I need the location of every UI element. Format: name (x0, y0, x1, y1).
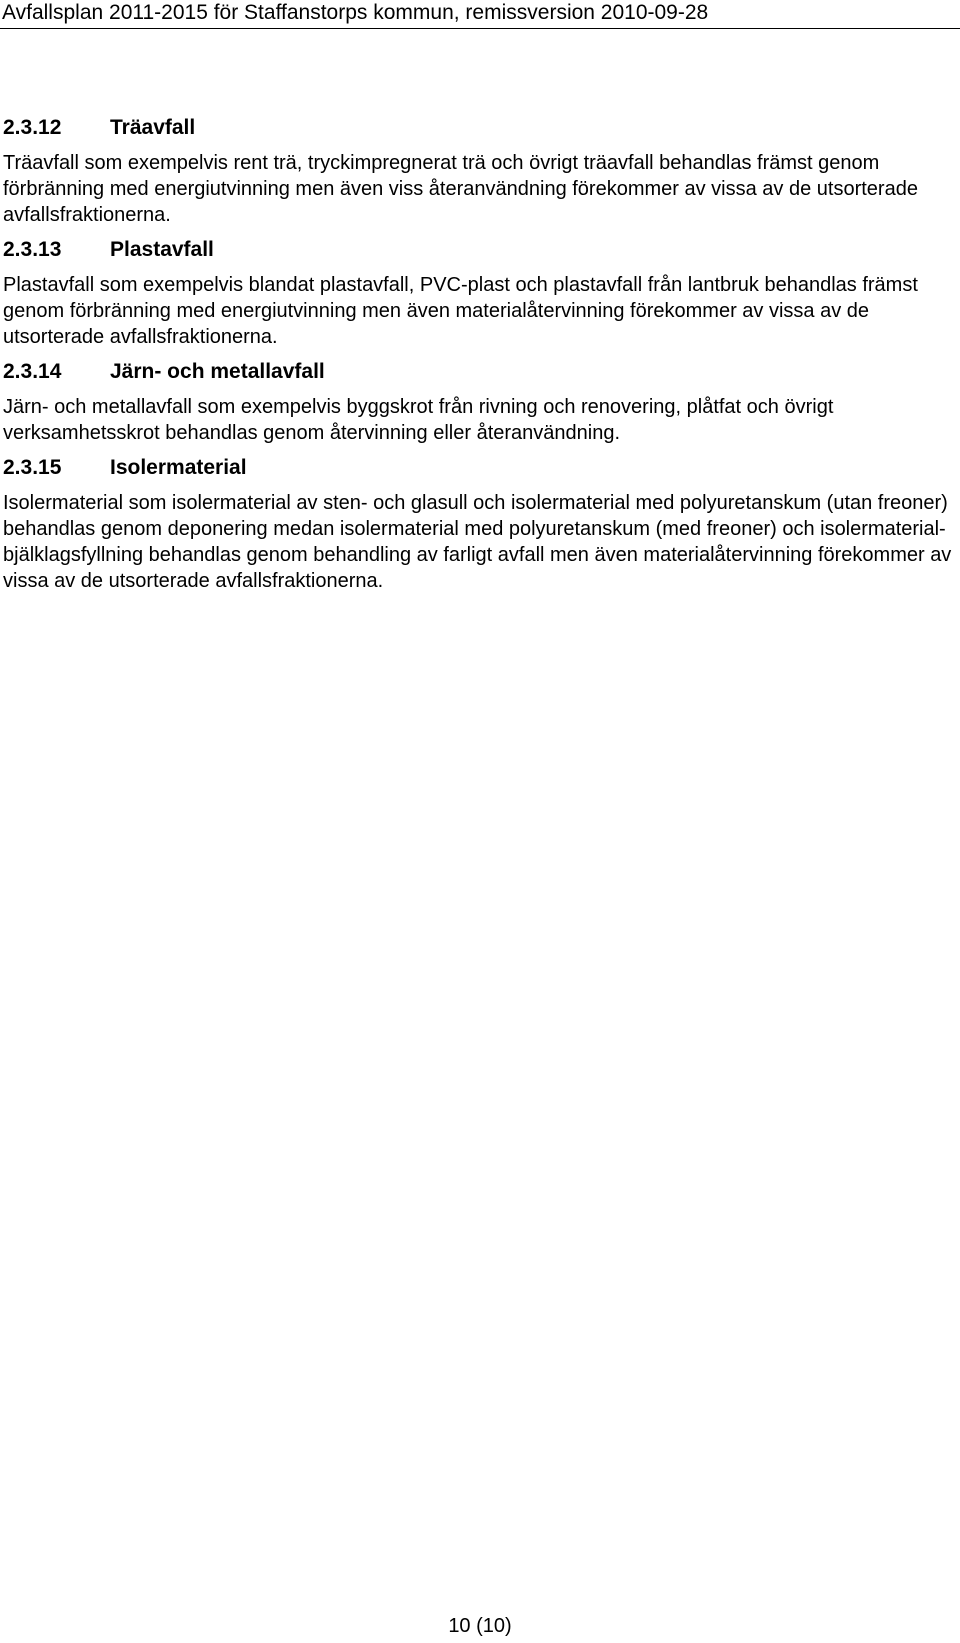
page-header (0, 0, 960, 29)
document-body (3, 116, 958, 604)
section-traavfall (3, 116, 958, 228)
section-title: Järn- och metallavfall (110, 360, 325, 383)
section-number: 2.3.15 (3, 456, 62, 479)
section-paragraph: Plastavfall som exempelvis blandat plastavfall, PVC-plast och plastavfall från lantbruk behandlas främst genom förbränning med energiutvinning men även materialåtervinning förekommer av vissa av de utsorterade avfallsfraktionerna. (3, 274, 918, 348)
section-number: 2.3.14 (3, 360, 62, 383)
section-title: Plastavfall (110, 238, 214, 261)
section-isolermaterial (3, 456, 958, 594)
section-title: Isolermaterial (110, 456, 247, 479)
section-paragraph: Isolermaterial som isolermaterial av sten- och glasull och isolermaterial med polyuretanskum (utan freoner) behandlas genom deponering medan isolermaterial med polyuretanskum (med freoner) och isolermaterial-bjälklagsfyllning behandlas genom behandling av farligt avfall men även materialåtervinning förekommer av vissa av de utsorterade avfallsfraktionerna. (3, 492, 952, 592)
section-heading (3, 360, 958, 384)
section-jarn-och-metallavfall (3, 360, 958, 446)
section-number: 2.3.12 (3, 116, 62, 139)
section-number: 2.3.13 (3, 238, 62, 261)
section-paragraph: Träavfall som exempelvis rent trä, tryckimpregnerat trä och övrigt träavfall behandlas främst genom förbränning med energiutvinning men även viss återanvändning förekommer av vissa av de utsorterade avfallsfraktionerna. (3, 152, 918, 226)
section-title: Träavfall (110, 116, 196, 139)
section-heading (3, 238, 958, 262)
section-heading (3, 116, 958, 140)
section-plastavfall (3, 238, 958, 350)
document-title: Avfallsplan 2011-2015 för Staffanstorps kommun, remissversion 2010-09-28 (2, 1, 709, 24)
page-number: 10 (10) (448, 1615, 512, 1637)
section-paragraph: Järn- och metallavfall som exempelvis byggskrot från rivning och renovering, plåtfat och övrigt verksamhetsskrot behandlas genom återvinning eller återanvändning. (3, 396, 834, 444)
section-heading (3, 456, 958, 480)
